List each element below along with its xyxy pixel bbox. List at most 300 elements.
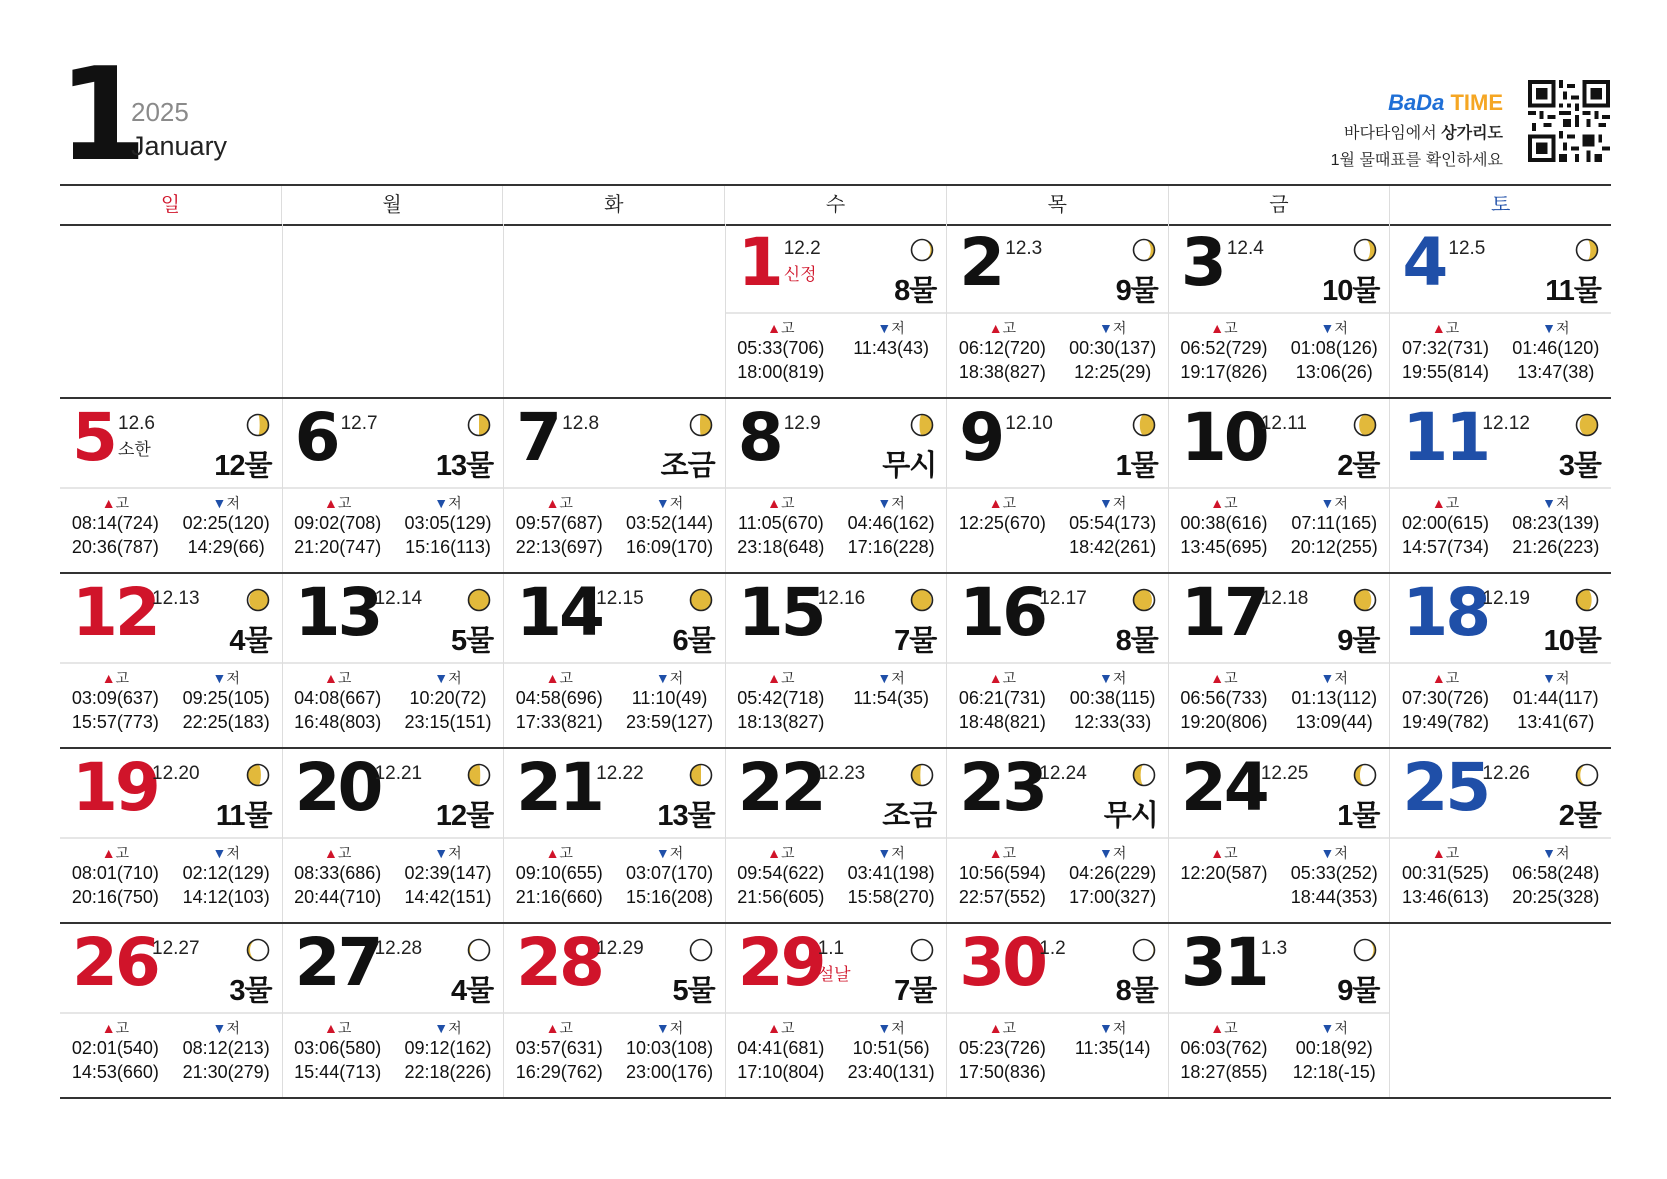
tide-row xyxy=(947,336,1168,360)
low-tide-text: 저 xyxy=(669,670,684,686)
brand-logo xyxy=(1331,90,1503,116)
low-tide-text: 저 xyxy=(669,1020,684,1036)
day-cell[interactable] xyxy=(946,574,1168,747)
low-tide-time: 14:29(66) xyxy=(187,537,265,557)
tide-table xyxy=(1169,1018,1390,1084)
day-cell[interactable] xyxy=(503,399,725,572)
high-tide-time: 02:01(540) xyxy=(71,1038,159,1058)
low-tide-time: 21:26(223) xyxy=(1512,537,1600,557)
tide-table xyxy=(1169,843,1390,909)
lunar-date: 12.25 xyxy=(1260,763,1309,784)
low-tide-time: 13:47(38) xyxy=(1517,362,1595,382)
day-cell[interactable] xyxy=(1389,399,1611,572)
high-tide-label xyxy=(1169,668,1279,686)
low-tide-label xyxy=(836,668,946,686)
low-tide-text: 저 xyxy=(891,670,905,686)
low-tide-text: 저 xyxy=(669,495,684,511)
tide-stage: 1물 xyxy=(1115,450,1158,482)
day-cell[interactable] xyxy=(946,749,1168,922)
high-tide-label xyxy=(283,493,393,511)
high-tide-time: 10:56(594) xyxy=(958,863,1046,883)
high-tide-arrow-icon: ▲ xyxy=(767,670,781,686)
day-cell[interactable] xyxy=(282,924,504,1097)
tide-header xyxy=(947,318,1168,336)
tide-stage: 7물 xyxy=(894,975,937,1007)
lunar-date: 1.3 xyxy=(1260,938,1288,959)
moon-phase-icon xyxy=(1132,238,1156,262)
tide-table xyxy=(60,493,282,559)
tide-stage: 12물 xyxy=(435,800,494,832)
tide-table xyxy=(1169,668,1390,734)
low-tide-arrow-icon: ▼ xyxy=(877,1020,892,1036)
low-tide-time: 23:00(176) xyxy=(626,1062,714,1082)
moon-phase-icon xyxy=(910,588,934,612)
low-tide-time: 15:16(113) xyxy=(405,537,491,557)
low-tide-time: 03:05(129) xyxy=(404,513,492,533)
day-cell[interactable] xyxy=(1389,574,1611,747)
lunar-date: 12.3 xyxy=(1005,238,1043,259)
weekday-header xyxy=(60,184,1611,226)
low-tide-time: 12:25(29) xyxy=(1074,362,1152,382)
tide-header xyxy=(504,493,725,511)
low-tide-time: 20:25(328) xyxy=(1512,887,1600,907)
low-tide-label xyxy=(393,843,503,861)
high-tide-arrow-icon: ▲ xyxy=(988,1020,1003,1036)
high-tide-text: 고 xyxy=(337,670,352,686)
low-tide-arrow-icon: ▼ xyxy=(877,845,892,861)
tide-row xyxy=(726,336,947,360)
low-tide-time: 15:58(270) xyxy=(847,887,935,907)
lunar-date: 12.16 xyxy=(817,588,866,609)
brand-line-1-prefix: 바다타임에서 xyxy=(1343,125,1442,142)
holiday-note: 신정 xyxy=(783,265,817,284)
day-cell[interactable] xyxy=(60,924,282,1097)
low-tide-arrow-icon: ▼ xyxy=(1320,845,1335,861)
lunar-date: 12.24 xyxy=(1039,763,1087,784)
tide-row xyxy=(283,885,504,909)
tide-header xyxy=(60,843,282,861)
moon-phase-icon xyxy=(1132,763,1156,787)
day-header xyxy=(504,924,725,1014)
month-name: January xyxy=(131,131,228,161)
day-number: 3 xyxy=(1180,224,1224,301)
tide-header xyxy=(504,843,725,861)
low-tide-label xyxy=(171,668,282,686)
high-tide-label xyxy=(1390,843,1500,861)
day-cell[interactable] xyxy=(60,749,282,922)
low-tide-text: 저 xyxy=(1334,670,1348,686)
day-cell[interactable] xyxy=(725,924,947,1097)
moon-phase-icon xyxy=(467,763,491,787)
low-tide-arrow-icon: ▼ xyxy=(434,670,449,686)
tide-row xyxy=(947,360,1168,384)
day-number: 15 xyxy=(737,574,824,651)
low-tide-label xyxy=(171,843,282,861)
tide-stage: 12물 xyxy=(214,450,272,482)
low-tide-time: 15:16(208) xyxy=(626,887,714,907)
high-tide-time: 09:02(708) xyxy=(294,513,382,533)
high-tide-arrow-icon: ▲ xyxy=(988,320,1003,336)
tide-row xyxy=(947,710,1168,734)
day-cell[interactable] xyxy=(946,224,1168,397)
high-tide-arrow-icon: ▲ xyxy=(1210,320,1225,336)
low-tide-text: 저 xyxy=(1555,320,1570,336)
low-tide-label xyxy=(836,318,946,336)
day-header xyxy=(504,574,725,664)
high-tide-time: 19:55(814) xyxy=(1401,362,1490,382)
day-cell[interactable] xyxy=(282,749,504,922)
high-tide-arrow-icon: ▲ xyxy=(101,845,116,861)
low-tide-time: 09:25(105) xyxy=(182,688,270,708)
tide-header xyxy=(60,1018,282,1036)
low-tide-time: 23:59(127) xyxy=(626,712,714,732)
tide-table xyxy=(504,843,725,909)
empty-day-cell xyxy=(1389,924,1611,1097)
tide-row xyxy=(1169,511,1390,535)
lunar-date: 12.22 xyxy=(596,763,644,784)
tide-table xyxy=(726,318,947,384)
tide-row xyxy=(504,686,725,710)
tide-row xyxy=(947,861,1168,885)
high-tide-time: 02:00(615) xyxy=(1401,513,1490,533)
day-cell[interactable] xyxy=(946,924,1168,1097)
brand-location: 상가리도 xyxy=(1441,125,1503,142)
tide-table xyxy=(504,668,725,734)
day-cell[interactable] xyxy=(725,399,947,572)
high-tide-time: 22:13(697) xyxy=(515,537,603,557)
low-tide-text: 저 xyxy=(1334,320,1348,336)
low-tide-arrow-icon: ▼ xyxy=(1098,845,1113,861)
day-cell[interactable] xyxy=(725,749,947,922)
tide-table xyxy=(947,1018,1168,1084)
high-tide-arrow-icon: ▲ xyxy=(988,845,1003,861)
tide-stage: 7물 xyxy=(894,625,937,657)
low-tide-time: 10:20(72) xyxy=(409,688,487,708)
low-tide-text: 저 xyxy=(1334,1020,1348,1036)
moon-phase-icon xyxy=(1353,938,1377,962)
moon-phase-icon xyxy=(1575,763,1599,787)
low-tide-time: 01:13(112) xyxy=(1291,688,1378,708)
high-tide-time: 04:41(681) xyxy=(737,1038,825,1058)
low-tide-text: 저 xyxy=(1112,845,1127,861)
day-header xyxy=(1169,574,1390,664)
high-tide-label xyxy=(504,1018,614,1036)
high-tide-label xyxy=(1390,318,1500,336)
high-tide-text: 고 xyxy=(115,670,130,686)
low-tide-arrow-icon: ▼ xyxy=(1320,495,1335,511)
day-cell[interactable] xyxy=(503,574,725,747)
low-tide-label xyxy=(1058,843,1168,861)
tide-stage: 10물 xyxy=(1543,625,1601,657)
tide-table xyxy=(947,493,1168,559)
low-tide-time: 18:44(353) xyxy=(1290,887,1378,907)
high-tide-arrow-icon: ▲ xyxy=(545,495,560,511)
high-tide-arrow-icon: ▲ xyxy=(324,670,338,686)
tide-stage: 6물 xyxy=(672,625,715,657)
tide-table xyxy=(283,1018,504,1084)
tide-stage: 조금 xyxy=(882,800,937,832)
day-header xyxy=(1169,399,1390,489)
year-label: 2025 xyxy=(131,97,189,127)
high-tide-label xyxy=(947,318,1057,336)
moon-phase-icon xyxy=(467,938,491,962)
tide-stage: 3물 xyxy=(229,975,272,1007)
tide-stage: 11물 xyxy=(1545,275,1601,307)
high-tide-label xyxy=(726,1018,836,1036)
lunar-date: 12.21 xyxy=(374,763,423,784)
tide-table xyxy=(1169,318,1390,384)
low-tide-time: 03:41(198) xyxy=(847,863,935,883)
day-header xyxy=(60,399,282,489)
tide-table xyxy=(283,843,504,909)
tide-stage: 2물 xyxy=(1337,450,1380,482)
tide-stage: 5물 xyxy=(672,975,715,1007)
tide-header xyxy=(726,1018,947,1036)
high-tide-time: 18:13(827) xyxy=(737,712,825,732)
day-header xyxy=(1169,749,1390,839)
tide-table xyxy=(504,1018,725,1084)
high-tide-text: 고 xyxy=(1224,495,1238,511)
day-cell[interactable] xyxy=(503,749,725,922)
tide-header xyxy=(1390,668,1611,686)
high-tide-text: 고 xyxy=(559,670,573,686)
high-tide-time: 18:38(827) xyxy=(958,362,1046,382)
day-cell[interactable] xyxy=(1168,399,1390,572)
high-tide-text: 고 xyxy=(1445,845,1460,861)
empty-day-cell xyxy=(282,224,504,397)
low-tide-time: 22:25(183) xyxy=(182,712,270,732)
tide-table xyxy=(283,493,504,559)
moon-phase-icon xyxy=(1353,763,1377,787)
high-tide-arrow-icon: ▲ xyxy=(1431,670,1446,686)
high-tide-label xyxy=(1169,1018,1279,1036)
low-tide-time xyxy=(1058,1060,1168,1084)
day-cell[interactable] xyxy=(282,399,504,572)
low-tide-arrow-icon: ▼ xyxy=(1098,320,1113,336)
day-header xyxy=(1169,224,1390,314)
day-cell[interactable] xyxy=(60,399,282,572)
high-tide-arrow-icon: ▲ xyxy=(545,670,560,686)
day-number: 28 xyxy=(516,924,602,1001)
tide-row xyxy=(1169,861,1390,885)
high-tide-time: 05:23(726) xyxy=(958,1038,1046,1058)
tide-row xyxy=(947,535,1168,559)
low-tide-time: 05:54(173) xyxy=(1069,513,1157,533)
high-tide-text: 고 xyxy=(1002,320,1017,336)
lunar-date: 12.6 xyxy=(118,413,155,434)
high-tide-arrow-icon: ▲ xyxy=(1431,845,1446,861)
high-tide-time: 17:10(804) xyxy=(737,1062,825,1082)
low-tide-time: 01:08(126) xyxy=(1290,338,1378,358)
calendar-week xyxy=(60,224,1611,399)
day-cell[interactable] xyxy=(1389,224,1611,397)
lunar-date: 12.11 xyxy=(1260,413,1307,434)
high-tide-time: 22:57(552) xyxy=(958,887,1046,907)
weekday-tue: 화 xyxy=(502,186,724,224)
day-number: 1 xyxy=(737,224,781,301)
tide-header xyxy=(1169,843,1390,861)
tide-stage: 1물 xyxy=(1337,800,1380,832)
high-tide-time: 21:20(747) xyxy=(294,537,382,557)
high-tide-text: 고 xyxy=(780,845,795,861)
day-header xyxy=(1390,399,1611,489)
low-tide-time: 11:10(49) xyxy=(631,688,708,708)
high-tide-text: 고 xyxy=(115,495,130,511)
day-cell[interactable] xyxy=(503,924,725,1097)
tide-row xyxy=(504,885,725,909)
high-tide-arrow-icon: ▲ xyxy=(1210,670,1225,686)
high-tide-time: 04:58(696) xyxy=(515,688,603,708)
tide-stage: 11물 xyxy=(215,800,272,832)
empty-day-cell xyxy=(60,224,282,397)
low-tide-time: 00:30(137) xyxy=(1069,338,1157,358)
day-header xyxy=(283,924,504,1014)
low-tide-time: 00:38(115) xyxy=(1069,688,1156,708)
moon-phase-icon xyxy=(1132,938,1156,962)
calendar-grid xyxy=(60,224,1611,1099)
high-tide-label xyxy=(947,668,1057,686)
day-number: 16 xyxy=(959,574,1046,651)
low-tide-time: 04:26(229) xyxy=(1069,863,1157,883)
low-tide-arrow-icon: ▼ xyxy=(212,495,227,511)
moon-phase-icon xyxy=(1353,413,1377,437)
tide-table xyxy=(60,668,282,734)
tide-stage: 8물 xyxy=(1115,975,1158,1007)
tide-row xyxy=(283,686,504,710)
calendar-week xyxy=(60,574,1611,749)
tide-header xyxy=(726,493,947,511)
day-cell[interactable] xyxy=(282,574,504,747)
high-tide-time: 06:52(729) xyxy=(1180,338,1268,358)
low-tide-text: 저 xyxy=(1112,320,1127,336)
day-cell[interactable] xyxy=(1168,924,1390,1097)
tide-stage: 4물 xyxy=(450,975,494,1007)
low-tide-time: 00:18(92) xyxy=(1295,1038,1373,1058)
tide-header xyxy=(1169,493,1390,511)
day-cell[interactable] xyxy=(725,574,947,747)
low-tide-label xyxy=(1501,318,1611,336)
low-tide-arrow-icon: ▼ xyxy=(434,1020,449,1036)
low-tide-text: 저 xyxy=(1334,495,1348,511)
high-tide-arrow-icon: ▲ xyxy=(1210,845,1225,861)
low-tide-label xyxy=(171,493,282,511)
tide-header xyxy=(947,668,1168,686)
high-tide-label xyxy=(947,493,1057,511)
lunar-date: 12.5 xyxy=(1448,238,1486,259)
moon-phase-icon xyxy=(467,588,491,612)
tide-row xyxy=(1169,710,1390,734)
tide-header xyxy=(726,668,947,686)
moon-phase-icon xyxy=(1353,238,1377,262)
tide-row xyxy=(1390,511,1611,535)
low-tide-time: 11:35(14) xyxy=(1074,1038,1151,1058)
high-tide-label xyxy=(726,843,836,861)
high-tide-text: 고 xyxy=(1002,670,1017,686)
low-tide-label xyxy=(1279,1018,1389,1036)
high-tide-arrow-icon: ▲ xyxy=(1210,1020,1225,1036)
day-header xyxy=(60,749,282,839)
day-cell[interactable] xyxy=(60,574,282,747)
tide-row xyxy=(1169,686,1390,710)
low-tide-label xyxy=(1058,318,1168,336)
low-tide-arrow-icon: ▼ xyxy=(1098,495,1113,511)
high-tide-arrow-icon: ▲ xyxy=(767,495,781,511)
high-tide-time: 03:57(631) xyxy=(515,1038,603,1058)
brand-block xyxy=(1331,90,1503,170)
high-tide-label xyxy=(283,843,393,861)
low-tide-time: 10:03(108) xyxy=(626,1038,714,1058)
moon-phase-icon xyxy=(246,588,270,612)
tide-header xyxy=(947,1018,1168,1036)
tide-stage: 13물 xyxy=(435,450,494,482)
low-tide-label xyxy=(1279,668,1389,686)
low-tide-arrow-icon: ▼ xyxy=(212,845,227,861)
day-header xyxy=(60,924,282,1014)
day-number: 24 xyxy=(1180,749,1267,826)
high-tide-time: 05:33(706) xyxy=(737,338,825,358)
lunar-date: 12.9 xyxy=(783,413,821,434)
high-tide-text: 고 xyxy=(559,495,573,511)
high-tide-text: 고 xyxy=(115,845,130,861)
day-number: 6 xyxy=(294,399,338,476)
lunar-date: 12.26 xyxy=(1482,763,1530,784)
low-tide-label xyxy=(1279,318,1389,336)
low-tide-arrow-icon: ▼ xyxy=(434,495,449,511)
high-tide-time: 16:48(803) xyxy=(294,712,382,732)
high-tide-time: 14:53(660) xyxy=(71,1062,159,1082)
low-tide-text: 저 xyxy=(1112,495,1127,511)
tide-row xyxy=(1390,535,1611,559)
tide-row xyxy=(283,1060,504,1084)
low-tide-time: 20:12(255) xyxy=(1290,537,1378,557)
lunar-date: 12.20 xyxy=(152,763,200,784)
day-cell[interactable] xyxy=(1389,749,1611,922)
holiday-note: 설날 xyxy=(817,965,851,984)
high-tide-time: 06:56(733) xyxy=(1180,688,1268,708)
day-cell[interactable] xyxy=(725,224,947,397)
day-cell[interactable] xyxy=(1168,574,1390,747)
day-number: 17 xyxy=(1180,574,1267,651)
day-number: 23 xyxy=(959,749,1046,826)
moon-phase-icon xyxy=(910,238,934,262)
day-number: 8 xyxy=(737,399,781,476)
tide-row xyxy=(947,686,1168,710)
qr-code-icon[interactable] xyxy=(1528,80,1610,162)
tide-row xyxy=(726,885,947,909)
tide-row xyxy=(1390,686,1611,710)
tide-table xyxy=(947,843,1168,909)
high-tide-arrow-icon: ▲ xyxy=(324,845,338,861)
day-cell[interactable] xyxy=(1168,224,1390,397)
tide-row xyxy=(1390,861,1611,885)
low-tide-time: 22:18(226) xyxy=(404,1062,492,1082)
high-tide-label xyxy=(947,1018,1057,1036)
high-tide-time: 23:18(648) xyxy=(737,537,825,557)
tide-row xyxy=(60,885,282,909)
high-tide-time: 21:56(605) xyxy=(737,887,825,907)
tide-header xyxy=(1390,318,1611,336)
day-header xyxy=(283,574,504,664)
tide-stage: 8물 xyxy=(1115,625,1158,657)
high-tide-text: 고 xyxy=(559,1020,573,1036)
day-cell[interactable] xyxy=(1168,749,1390,922)
low-tide-text: 저 xyxy=(448,1020,462,1036)
day-header xyxy=(947,749,1168,839)
high-tide-time: 17:33(821) xyxy=(515,712,603,732)
high-tide-time: 12:20(587) xyxy=(1180,863,1268,883)
day-cell[interactable] xyxy=(946,399,1168,572)
high-tide-text: 고 xyxy=(337,845,352,861)
